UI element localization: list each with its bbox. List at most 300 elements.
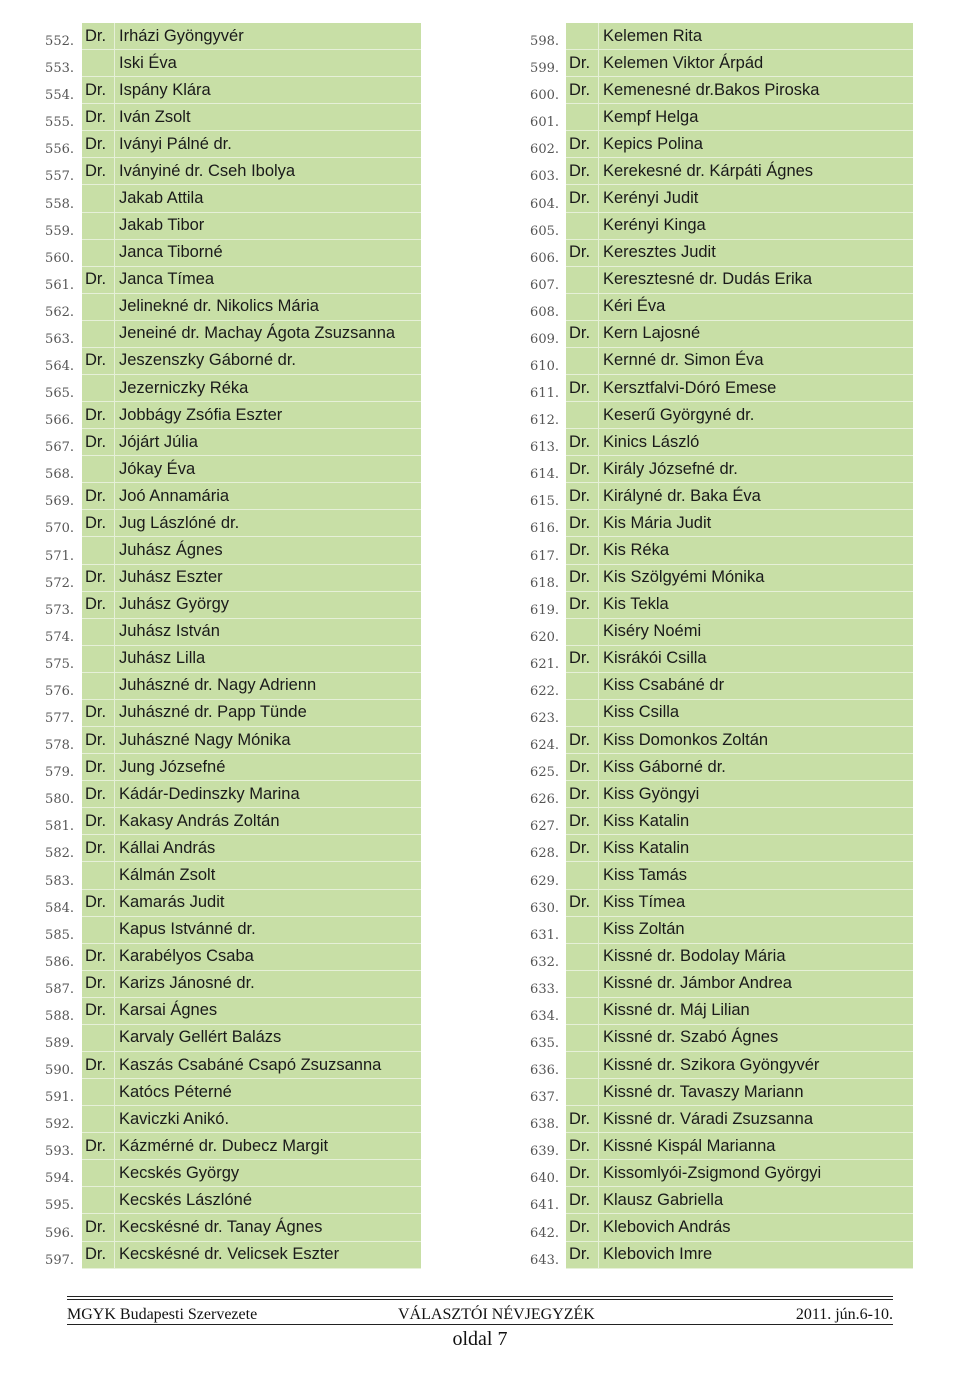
entry-name: Keresztesné dr. Dudás Erika <box>599 267 913 294</box>
entry-number: 615. <box>530 494 559 510</box>
entry-name: Jung Józsefné <box>115 754 421 781</box>
entry-number: 573. <box>45 602 74 618</box>
list-item <box>523 754 913 781</box>
entry-name: Kecskés Lászlóné <box>115 1187 421 1214</box>
list-item <box>523 673 913 700</box>
entry-name: Kádár-Dedinszky Marina <box>115 781 421 808</box>
entry-title <box>82 1106 115 1133</box>
list-item <box>523 158 913 185</box>
entry-name: Iván Zsolt <box>115 104 421 131</box>
entry-name: Karizs Jánosné dr. <box>115 971 421 998</box>
entry-title: Dr. <box>82 971 115 998</box>
entry-number: 628. <box>530 846 559 862</box>
entry-number: 601. <box>530 115 559 131</box>
entry-name: Kepics Polina <box>599 131 913 158</box>
list-item <box>523 565 913 592</box>
entry-title <box>82 1187 115 1214</box>
entry-title <box>82 1025 115 1052</box>
entry-name: Kiss Zoltán <box>599 917 913 944</box>
entry-title: Dr. <box>82 267 115 294</box>
entry-title <box>82 375 115 402</box>
entry-name: Kissné dr. Jámbor Andrea <box>599 971 913 998</box>
entry-name: Jakab Tibor <box>115 213 421 240</box>
entry-number: 592. <box>45 1117 74 1133</box>
entry-number: 612. <box>530 413 559 429</box>
entry-number: 568. <box>45 467 74 483</box>
entry-title <box>82 862 115 889</box>
entry-title: Dr. <box>82 429 115 456</box>
list-item <box>523 646 913 673</box>
entry-name: Irházi Gyöngyvér <box>115 23 421 50</box>
list-item <box>523 890 913 917</box>
entry-title: Dr. <box>566 592 599 619</box>
entry-title: Dr. <box>566 131 599 158</box>
list-item <box>523 537 913 564</box>
list-item <box>523 50 913 77</box>
entry-number: 578. <box>45 738 74 754</box>
entry-number: 567. <box>45 440 74 456</box>
entry-name: Kissné dr. Tavaszy Mariann <box>599 1079 913 1106</box>
footer-org: MGYK Budapesti Szervezete <box>67 1306 258 1323</box>
entry-name: Karvaly Gellért Balázs <box>115 1025 421 1052</box>
entry-title: Dr. <box>82 890 115 917</box>
entry-name: Kapus Istvánné dr. <box>115 917 421 944</box>
entry-title: Dr. <box>566 781 599 808</box>
entry-number: 570. <box>45 521 74 537</box>
list-item <box>523 240 913 267</box>
entry-title: Dr. <box>82 592 115 619</box>
entry-title: Dr. <box>82 835 115 862</box>
list-item <box>523 971 913 998</box>
entry-title: Dr. <box>82 781 115 808</box>
entry-title: Dr. <box>82 1214 115 1241</box>
entry-title: Dr. <box>82 131 115 158</box>
entry-number: 620. <box>530 629 559 645</box>
entry-number: 557. <box>45 169 74 185</box>
entry-name: Iványiné dr. Cseh Ibolya <box>115 158 421 185</box>
entry-name: Katócs Péterné <box>115 1079 421 1106</box>
entry-number: 599. <box>530 61 559 77</box>
entry-title: Dr. <box>566 537 599 564</box>
entry-name: Kinics László <box>599 429 913 456</box>
entry-title: Dr. <box>82 1242 115 1269</box>
list-item <box>523 321 913 348</box>
entry-name: Janca Tiborné <box>115 240 421 267</box>
entry-number: 562. <box>45 304 74 320</box>
right-column <box>523 23 913 1269</box>
list-item <box>36 267 421 294</box>
entry-number: 575. <box>45 656 74 672</box>
entry-name: Királyné dr. Baka Éva <box>599 483 913 510</box>
entry-title <box>82 673 115 700</box>
list-item <box>523 294 913 321</box>
entry-number: 609. <box>530 331 559 347</box>
entry-number: 577. <box>45 711 74 727</box>
entry-name: Klebovich Imre <box>599 1242 913 1269</box>
entry-number: 560. <box>45 250 74 266</box>
list-item <box>523 1187 913 1214</box>
entry-number: 643. <box>530 1252 559 1268</box>
entry-name: Kissné dr. Váradi Zsuzsanna <box>599 1106 913 1133</box>
entry-title <box>82 50 115 77</box>
entry-title: Dr. <box>82 402 115 429</box>
entry-title <box>566 104 599 131</box>
entry-number: 555. <box>45 115 74 131</box>
entry-number: 636. <box>530 1063 559 1079</box>
entry-number: 604. <box>530 196 559 212</box>
entry-title <box>566 23 599 50</box>
list-item <box>36 944 421 971</box>
entry-title <box>82 1160 115 1187</box>
list-item <box>36 862 421 889</box>
entry-number: 638. <box>530 1117 559 1133</box>
entry-name: Kelemen Rita <box>599 23 913 50</box>
entry-name: Kiss Tímea <box>599 890 913 917</box>
entry-number: 574. <box>45 629 74 645</box>
entry-title <box>82 321 115 348</box>
entry-title <box>566 917 599 944</box>
entry-title <box>82 240 115 267</box>
entry-title: Dr. <box>82 565 115 592</box>
list-item <box>36 917 421 944</box>
entry-number: 623. <box>530 711 559 727</box>
entry-number: 596. <box>45 1225 74 1241</box>
list-item <box>36 890 421 917</box>
page-number: oldal 7 <box>452 1328 508 1350</box>
list-item <box>36 240 421 267</box>
list-item <box>523 808 913 835</box>
entry-title: Dr. <box>566 1133 599 1160</box>
entry-number: 572. <box>45 575 74 591</box>
list-item <box>36 537 421 564</box>
entry-name: Keserű Györgyné dr. <box>599 402 913 429</box>
entry-name: Kis Mária Judit <box>599 510 913 537</box>
list-item <box>523 104 913 131</box>
entry-title: Dr. <box>566 429 599 456</box>
entry-title: Dr. <box>566 1242 599 1269</box>
entry-name: Jobbágy Zsófia Eszter <box>115 402 421 429</box>
list-item <box>36 375 421 402</box>
entry-number: 558. <box>45 196 74 212</box>
entry-title <box>566 700 599 727</box>
entry-name: Kázmérné dr. Dubecz Margit <box>115 1133 421 1160</box>
entry-name: Kissné dr. Bodolay Mária <box>599 944 913 971</box>
entry-name: Iski Éva <box>115 50 421 77</box>
entry-title: Dr. <box>566 50 599 77</box>
entry-title: Dr. <box>566 565 599 592</box>
entry-name: Jelinekné dr. Nikolics Mária <box>115 294 421 321</box>
entry-number: 565. <box>45 386 74 402</box>
entry-number: 556. <box>45 142 74 158</box>
entry-title: Dr. <box>82 77 115 104</box>
list-item <box>36 104 421 131</box>
list-item <box>523 402 913 429</box>
entry-number: 561. <box>45 277 74 293</box>
entry-name: Iványi Pálné dr. <box>115 131 421 158</box>
entry-number: 639. <box>530 1144 559 1160</box>
list-item <box>36 1052 421 1079</box>
entry-name: Juhászné dr. Papp Tünde <box>115 700 421 727</box>
entry-number: 640. <box>530 1171 559 1187</box>
entry-name: Kecskésné dr. Tanay Ágnes <box>115 1214 421 1241</box>
entry-name: Jeneiné dr. Machay Ágota Zsuzsanna <box>115 321 421 348</box>
entry-name: Joó Annamária <box>115 483 421 510</box>
footer-divider <box>67 1296 893 1297</box>
list-item <box>36 971 421 998</box>
list-item <box>523 23 913 50</box>
entry-title <box>566 862 599 889</box>
list-item <box>36 131 421 158</box>
entry-title <box>566 971 599 998</box>
entry-title <box>566 619 599 646</box>
list-item <box>36 1106 421 1133</box>
list-item <box>36 1214 421 1241</box>
entry-number: 624. <box>530 738 559 754</box>
entry-title <box>566 1025 599 1052</box>
list-item <box>523 375 913 402</box>
entry-title: Dr. <box>566 483 599 510</box>
entry-name: Kaviczki Anikó. <box>115 1106 421 1133</box>
entry-title <box>566 1079 599 1106</box>
entry-number: 630. <box>530 900 559 916</box>
entry-number: 637. <box>530 1090 559 1106</box>
entry-title: Dr. <box>82 158 115 185</box>
list-item <box>523 727 913 754</box>
entry-name: Kiss Csabáné dr <box>599 673 913 700</box>
entry-title: Dr. <box>82 754 115 781</box>
list-item <box>523 944 913 971</box>
list-item <box>36 23 421 50</box>
entry-number: 603. <box>530 169 559 185</box>
entry-title <box>82 646 115 673</box>
list-item <box>36 998 421 1025</box>
entry-number: 581. <box>45 819 74 835</box>
entry-name: Jug Lászlóné dr. <box>115 510 421 537</box>
entry-name: Kiss Domonkos Zoltán <box>599 727 913 754</box>
list-item <box>36 456 421 483</box>
entry-name: Juhászné Nagy Mónika <box>115 727 421 754</box>
entry-name: Kissné dr. Szabó Ágnes <box>599 1025 913 1052</box>
footer-doc-title: VÁLASZTÓI NÉVJEGYZÉK <box>398 1306 595 1323</box>
entry-number: 585. <box>45 927 74 943</box>
list-item <box>523 213 913 240</box>
entry-number: 595. <box>45 1198 74 1214</box>
list-item <box>523 1160 913 1187</box>
entry-name: Kissomlyói-Zsigmond Györgyi <box>599 1160 913 1187</box>
entry-name: Jezerniczky Réka <box>115 375 421 402</box>
entry-name: Kiss Csilla <box>599 700 913 727</box>
entry-number: 606. <box>530 250 559 266</box>
entry-number: 586. <box>45 954 74 970</box>
entry-name: Kiss Gyöngyi <box>599 781 913 808</box>
entry-title: Dr. <box>566 185 599 212</box>
list-item <box>523 1242 913 1269</box>
list-item <box>36 1242 421 1269</box>
entry-name: Kempf Helga <box>599 104 913 131</box>
entry-number: 629. <box>530 873 559 889</box>
list-item <box>36 673 421 700</box>
list-item <box>523 862 913 889</box>
entry-number: 614. <box>530 467 559 483</box>
list-item <box>523 267 913 294</box>
list-item <box>36 1079 421 1106</box>
entry-title: Dr. <box>82 1133 115 1160</box>
entry-number: 618. <box>530 575 559 591</box>
entry-title: Dr. <box>566 835 599 862</box>
entry-title: Dr. <box>82 23 115 50</box>
entry-number: 564. <box>45 359 74 375</box>
list-item <box>523 483 913 510</box>
entry-title: Dr. <box>566 240 599 267</box>
entry-name: Kálmán Zsolt <box>115 862 421 889</box>
entry-number: 554. <box>45 88 74 104</box>
list-item <box>36 510 421 537</box>
entry-title: Dr. <box>82 944 115 971</box>
entry-number: 611. <box>530 386 559 402</box>
entry-title: Dr. <box>82 998 115 1025</box>
footer-date: 2011. jún.6-10. <box>795 1306 893 1323</box>
entry-number: 619. <box>530 602 559 618</box>
entry-number: 641. <box>530 1198 559 1214</box>
entry-name: Jójárt Júlia <box>115 429 421 456</box>
entry-name: Kecskés György <box>115 1160 421 1187</box>
list-item <box>523 1214 913 1241</box>
entry-number: 632. <box>530 954 559 970</box>
entry-number: 583. <box>45 873 74 889</box>
entry-title <box>566 267 599 294</box>
entry-title: Dr. <box>566 158 599 185</box>
entry-number: 580. <box>45 792 74 808</box>
entry-name: Juhász Eszter <box>115 565 421 592</box>
entry-title: Dr. <box>566 77 599 104</box>
footer-divider-inner <box>67 1299 893 1300</box>
list-item <box>36 754 421 781</box>
entry-name: Király Józsefné dr. <box>599 456 913 483</box>
entry-number: 593. <box>45 1144 74 1160</box>
entry-number: 605. <box>530 223 559 239</box>
list-item <box>523 1106 913 1133</box>
entry-name: Juhász György <box>115 592 421 619</box>
entry-name: Kissné dr. Máj Lilian <box>599 998 913 1025</box>
entry-title <box>82 1079 115 1106</box>
list-item <box>523 592 913 619</box>
entry-title: Dr. <box>566 456 599 483</box>
entry-title <box>82 917 115 944</box>
entry-number: 625. <box>530 765 559 781</box>
list-item <box>523 77 913 104</box>
entry-name: Kissné Kispál Marianna <box>599 1133 913 1160</box>
entry-title: Dr. <box>82 104 115 131</box>
list-item <box>36 483 421 510</box>
entry-title <box>566 402 599 429</box>
entry-number: 631. <box>530 927 559 943</box>
list-item <box>36 348 421 375</box>
list-item <box>36 1187 421 1214</box>
entry-title <box>566 348 599 375</box>
list-item <box>36 402 421 429</box>
entry-name: Kelemen Viktor Árpád <box>599 50 913 77</box>
entry-number: 635. <box>530 1035 559 1051</box>
entry-name: Ispány Klára <box>115 77 421 104</box>
entry-title <box>82 213 115 240</box>
list-item <box>523 835 913 862</box>
entry-name: Kernné dr. Simon Éva <box>599 348 913 375</box>
entry-title: Dr. <box>566 1214 599 1241</box>
entry-title: Dr. <box>566 510 599 537</box>
list-item <box>36 158 421 185</box>
entry-title: Dr. <box>82 483 115 510</box>
entry-number: 597. <box>45 1252 74 1268</box>
entry-name: Juhász Lilla <box>115 646 421 673</box>
entry-number: 598. <box>530 34 559 50</box>
list-item <box>36 77 421 104</box>
list-item <box>36 619 421 646</box>
list-item <box>36 808 421 835</box>
entry-name: Kerényi Kinga <box>599 213 913 240</box>
list-item <box>36 646 421 673</box>
entry-name: Kerekesné dr. Kárpáti Ágnes <box>599 158 913 185</box>
list-item <box>523 1079 913 1106</box>
left-column <box>36 23 421 1269</box>
list-item <box>36 727 421 754</box>
footer <box>67 1304 893 1325</box>
entry-name: Keresztes Judit <box>599 240 913 267</box>
entry-name: Jeszenszky Gáborné dr. <box>115 348 421 375</box>
entry-name: Kakasy András Zoltán <box>115 808 421 835</box>
list-item <box>36 50 421 77</box>
list-item <box>523 348 913 375</box>
entry-title: Dr. <box>82 348 115 375</box>
entry-number: 622. <box>530 683 559 699</box>
entry-title: Dr. <box>566 727 599 754</box>
entry-number: 588. <box>45 1008 74 1024</box>
entry-name: Kemenesné dr.Bakos Piroska <box>599 77 913 104</box>
entry-number: 571. <box>45 548 74 564</box>
list-item <box>36 700 421 727</box>
entry-number: 582. <box>45 846 74 862</box>
entry-title: Dr. <box>566 375 599 402</box>
entry-name: Janca Tímea <box>115 267 421 294</box>
entry-title <box>566 944 599 971</box>
entry-name: Kis Szölgyémi Mónika <box>599 565 913 592</box>
entry-title: Dr. <box>566 321 599 348</box>
entry-number: 617. <box>530 548 559 564</box>
list-item <box>523 781 913 808</box>
entry-name: Kern Lajosné <box>599 321 913 348</box>
entry-number: 602. <box>530 142 559 158</box>
entry-name: Kaszás Csabáné Csapó Zsuzsanna <box>115 1052 421 1079</box>
entry-title <box>82 456 115 483</box>
list-item <box>523 917 913 944</box>
entry-number: 591. <box>45 1090 74 1106</box>
entry-name: Kis Réka <box>599 537 913 564</box>
entry-name: Jakab Attila <box>115 185 421 212</box>
entry-number: 613. <box>530 440 559 456</box>
entry-name: Kerényi Judit <box>599 185 913 212</box>
entry-number: 633. <box>530 981 559 997</box>
list-item <box>523 185 913 212</box>
entry-number: 600. <box>530 88 559 104</box>
entry-name: Kamarás Judit <box>115 890 421 917</box>
list-item <box>36 1025 421 1052</box>
list-item <box>36 835 421 862</box>
list-item <box>523 510 913 537</box>
list-item <box>36 781 421 808</box>
entry-number: 626. <box>530 792 559 808</box>
entry-number: 563. <box>45 331 74 347</box>
entry-name: Juhászné dr. Nagy Adrienn <box>115 673 421 700</box>
entry-title <box>82 294 115 321</box>
